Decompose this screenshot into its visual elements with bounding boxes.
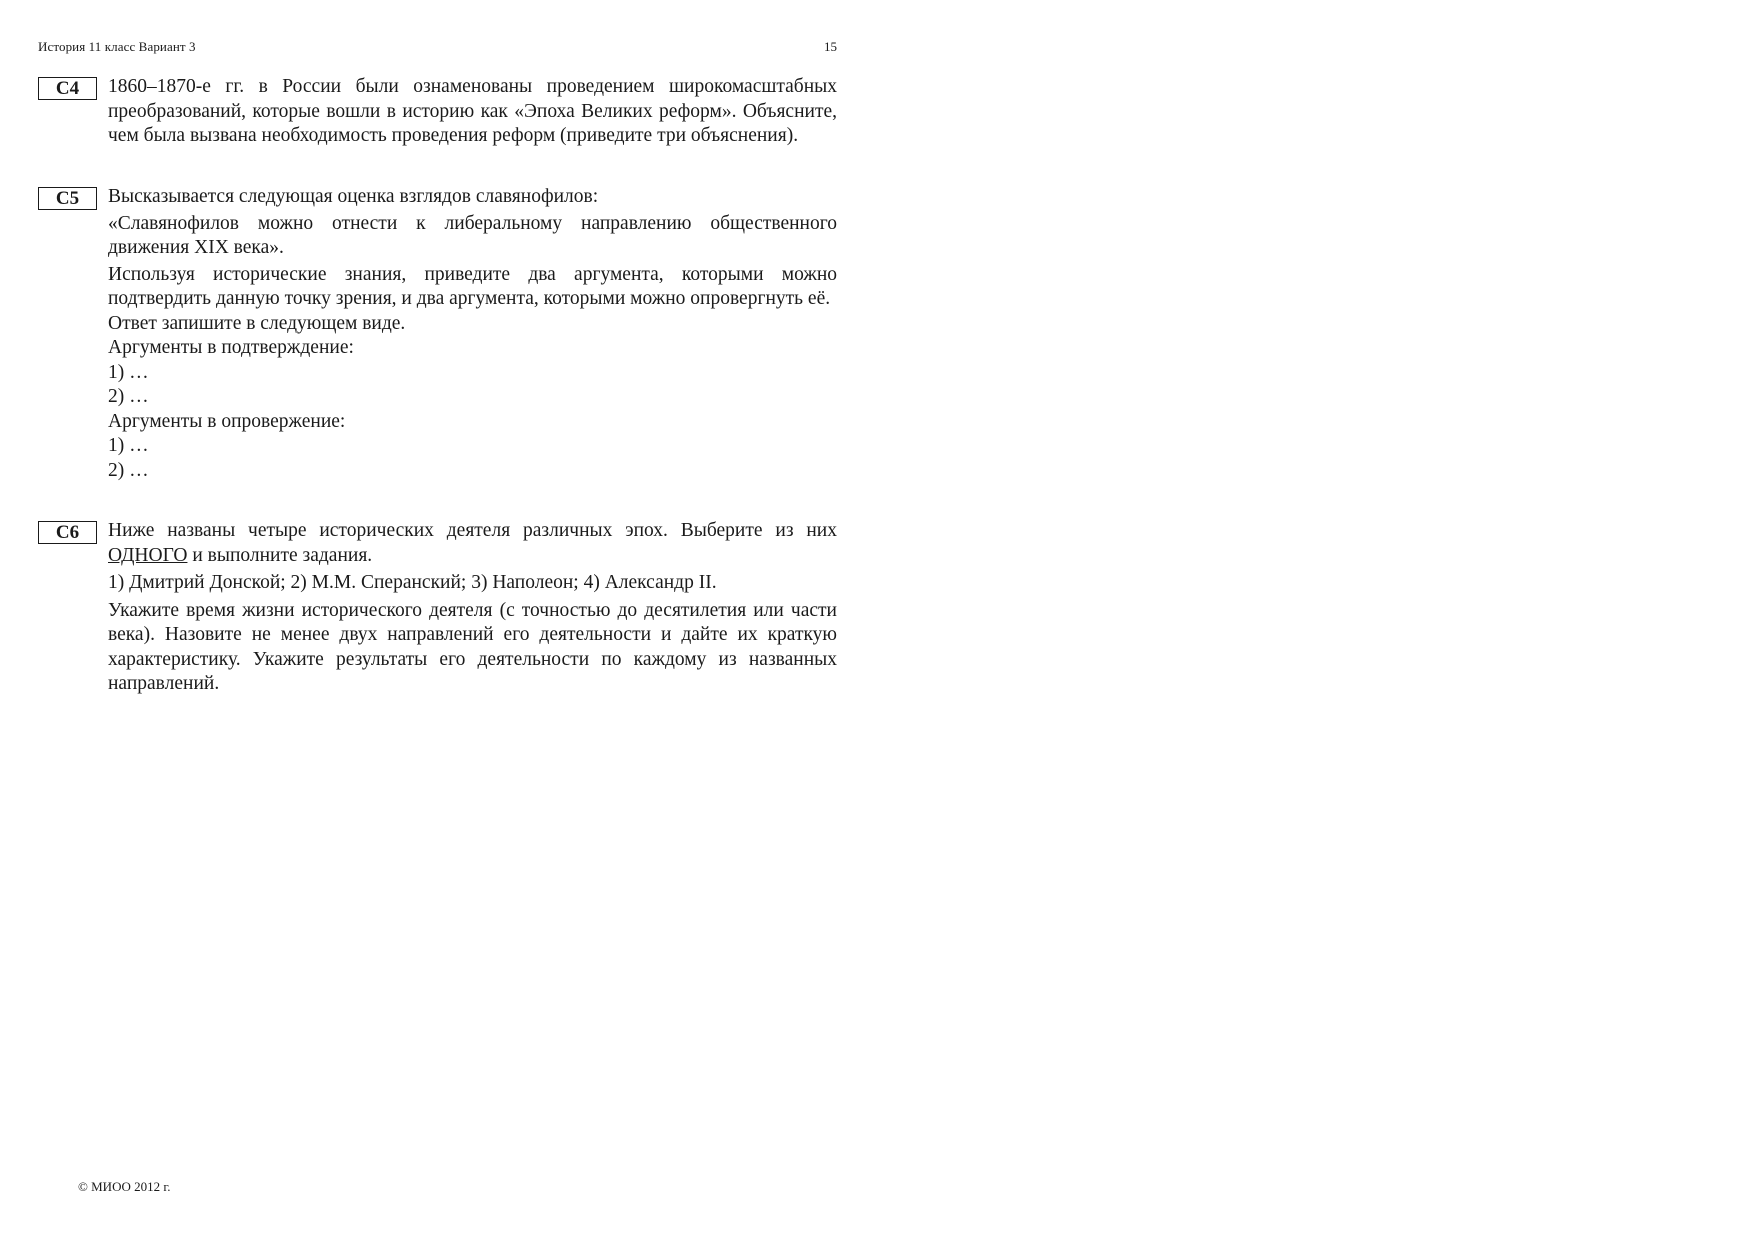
question-intro: Высказывается следующая оценка взглядов славянофилов: [108,186,599,207]
question-text [108,519,837,697]
question-quote: «Славянофилов можно отнести к либеральному направлению общественного движения XIX века». [108,212,837,258]
question-instructions: Укажите время жизни исторического деятеля (с точностью до десятилетия или части века). Назовите не менее двух направлений его деятельности и дайте их краткую характеристику. Укажите результаты его деятельности по каждому из названных направлений. [108,599,837,694]
page-number: 15 [824,39,837,54]
question-label: C5 [38,187,97,210]
page-header: История 11 класс Вариант 3 [38,39,196,54]
question-paragraph: 1860–1870-е гг. в России были ознаменованы проведением широкомасштабных преобразований, которые вошли в историю как «Эпоха Великих реформ». Объясните, чем была вызвана необходимость проведения реформ (приведите три объяснения). [108,76,837,146]
copyright-footer: © МИОО 2012 г. [78,1179,171,1194]
question-label: C6 [38,521,97,544]
support-item-1: 1) … [108,361,149,383]
refute-item-2: 2) … [108,459,149,481]
task-suffix: и выполните задания. [187,544,373,566]
question-label: C4 [38,77,97,100]
question-task [108,519,837,568]
answer-format: Ответ запишите в следующем виде. [108,312,406,334]
question-text [108,75,837,149]
refute-heading: Аргументы в опровержение: [108,410,346,432]
question-task: Используя исторические знания, приведите два аргумента, которыми можно подтвердить данную точку зрения, и два аргумента, которыми можно опровергнуть её. [108,263,837,309]
question-text [108,185,837,483]
support-heading: Аргументы в подтверждение: [108,337,354,358]
historical-figures-list: 1) Дмитрий Донской; 2) М.М. Сперанский; 3) Наполеон; 4) Александр II. [108,572,717,593]
task-underlined-word: ОДНОГО [108,544,188,566]
refute-item-1: 1) … [108,435,149,456]
task-prefix: Ниже названы четыре исторических деятеля различных эпох. Выберите из них [108,520,837,541]
support-item-2: 2) … [108,386,149,407]
